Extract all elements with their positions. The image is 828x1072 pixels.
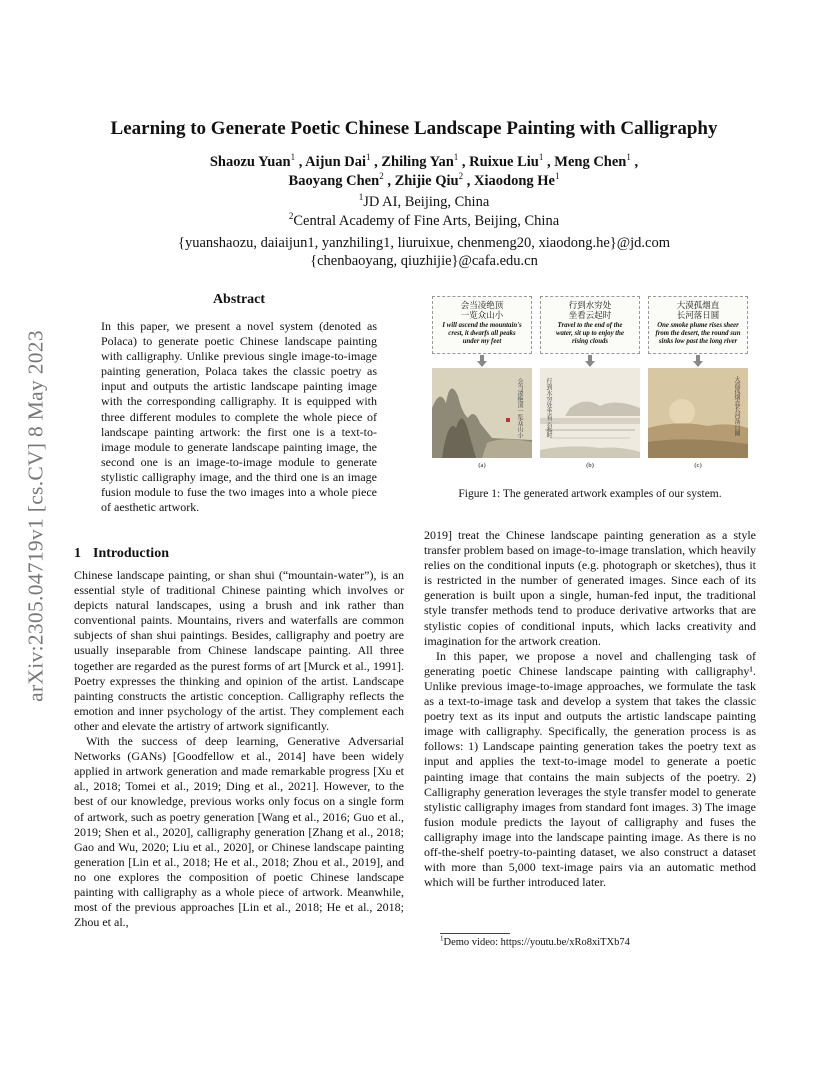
- footnote-rule: [440, 933, 510, 934]
- paper-title: Learning to Generate Poetic Chinese Landscape Painting with Calligraphy: [110, 118, 718, 139]
- author-affiliation-mark: 1: [538, 152, 544, 163]
- arxiv-identifier: arXiv:2305.04719v1 [cs.CV] 8 May 2023: [23, 330, 48, 702]
- landscape-painting-desert-sun: [648, 368, 748, 458]
- author-affiliation-mark: 2: [379, 171, 384, 182]
- poem-english: One smoke plume rises sheer from the desert, the round sun sinks low past the long river: [655, 322, 741, 345]
- figure-caption: Figure 1: The generated artwork examples of our system.: [458, 488, 722, 500]
- author-affiliation-mark: 2: [458, 171, 464, 182]
- abstract-heading: Abstract: [212, 292, 266, 307]
- affiliation-1: $^1$JD AI, Beijing, China: [358, 192, 490, 210]
- email-line-1: {yuanshaozu, daiaijun1, yanzhiling1, liuruixue, chenmeng20, xiaodong.he}@jd.com: [178, 235, 670, 251]
- figure-panel-b: [540, 296, 640, 476]
- landscape-painting-mountains: [432, 368, 532, 458]
- author-list: [100, 153, 748, 191]
- abstract-text: In this paper, we present a novel system (denoted as Polaca) to generate poetic Chinese landscape painting with calligraphy. Unlike previous single image-to-image painting generation, Polaca takes the classic poetry as input and outputs the artistic landscape painting image with the corresponding calligraphy. It is equipped with three different modules to complete the whole piece of landscape painting artwork: the first one is a text-to-image module to generate landscape painting image, the second one is an image-to-image module to generate stylistic calligraphy image, and the third one is an image fusion module to fuse the two images into a whole piece of aesthetic artwork.: [101, 319, 377, 515]
- figure-panel-a: [432, 296, 532, 476]
- author-name: Xiaodong He: [474, 173, 555, 189]
- author-name: Ruixue Liu: [469, 154, 539, 170]
- author-line-2: Baoyang Chen$^2$ , Zhijie Qiu$^2$ , Xiaodong He$^1$: [288, 171, 560, 189]
- down-arrow-icon: [585, 355, 595, 367]
- figure-1: [432, 296, 758, 476]
- author-name: Aijun Dai: [305, 154, 367, 170]
- poem-english: Travel to the end of the water, sit up to enjoy the rising clouds: [556, 322, 624, 345]
- author-name: Zhiling Yan: [381, 154, 454, 170]
- author-affiliation-mark: 1: [453, 152, 459, 163]
- down-arrow-icon: [693, 355, 703, 367]
- author-name: Baoyang Chen: [288, 173, 380, 189]
- author-affiliation-mark: 1: [290, 152, 296, 163]
- poem-chinese: 会当凌绝顶 一览众山小: [460, 300, 504, 320]
- calligraphy-inscription: 大漠孤烟直长河落日圆: [733, 376, 739, 436]
- panel-label: (c): [694, 462, 702, 469]
- email-line-2: {chenbaoyang, qiuzhijie}@cafa.edu.cn: [310, 253, 538, 269]
- calligraphy-inscription: 会当凌绝顶一览众山小: [516, 378, 522, 438]
- footnote: $^1$Demo video: https://youtu.be/xRo8xiTXb74: [440, 934, 630, 948]
- author-affiliation-mark: 1: [366, 152, 371, 163]
- section-heading-introduction: 1 Introduction: [74, 546, 169, 561]
- author-affiliation-mark: 1: [626, 152, 631, 163]
- poem-chinese: 大漠孤烟直 长河落日圆: [676, 300, 720, 320]
- left-column-body: [74, 568, 404, 930]
- paragraph: With the success of deep learning, Generative Adversarial Networks (GANs) [Goodfellow et al., 2014] have been widely applied in artwork generation and made remarkable progress [Xu et al., 2018; Tomei et al., 2019; Ding et al., 2021]. However, to the best of our knowledge, previous works only focus on a single form of artwork, such as poetry generation [Wang et al., 2016; Guo et al., 2019; Shen et al., 2020], calligraphy generation [Zhang et al., 2018; Gao and Wu, 2020; Liu et al., 2020], or Chinese landscape painting generation [Lin et al., 2018; He et al., 2018; Zhou et al., 2019], and no one explores the composition of poetic Chinese landscape painting with calligraphy as a whole piece of artwork. Meanwhile, most of the previous approaches [Lin et al., 2018; He et al., 2018; Zhou et al.,: [74, 734, 404, 930]
- poem-box: [432, 296, 532, 354]
- paragraph: Chinese landscape painting, or shan shui (“mountain-water”), is an essential style of traditional Chinese painting which involves or depicts natural landscapes, using a brush and ink rather than conventional paints. Mountains, rivers and waterfalls are common subjects of shan shui paintings. Besides, calligraphy and poetry are usually inseparable from Chinese landscape painting. All three together are regarded as the purest forms of art [Murck et al., 1991]. Poetry expresses the thinking and opinion of the artist. Landscape painting constructs the artistic conception. Calligraphy reflects the emotion and inner psychology of the artist. They complement each other and elevate the artistry of artwork significantly.: [74, 568, 404, 733]
- poem-english: I will ascend the mountain's crest, it dwarfs all peaks under my feet: [442, 322, 522, 345]
- poem-chinese: 行到水穷处 坐看云起时: [568, 300, 612, 320]
- panel-label: (a): [478, 462, 486, 469]
- figure-panel-c: [648, 296, 748, 476]
- down-arrow-icon: [477, 355, 487, 367]
- poem-box: [648, 296, 748, 354]
- right-column-body: [424, 528, 756, 890]
- author-line-1: Shaozu Yuan$^1$ , Aijun Dai$^1$ , Zhiling Yan$^1$ , Ruixue Liu$^1$ , Meng Chen$^1$ ,: [209, 152, 639, 170]
- author-name: Zhijie Qiu: [394, 173, 459, 189]
- author-affiliation-mark: 1: [554, 171, 560, 182]
- panel-label: (b): [586, 462, 594, 469]
- landscape-painting-water: [540, 368, 640, 458]
- author-name: Meng Chen: [554, 154, 627, 170]
- poem-box: [540, 296, 640, 354]
- paragraph: 2019] treat the Chinese landscape painting generation as a style transfer problem based on image-to-image translation, which heavily relies on the conditional inputs (e.g. photograph or sketches), thus it is restricted in the number of generated images. Since each of its generation is built upon a single, human-fed input, the traditional style transfer methods tend to produce derivative artworks that are stylistic copies of conditional inputs, which lacks creativity and imagination for the artwork creation.: [424, 528, 756, 648]
- paragraph: In this paper, we propose a novel and challenging task of generating poetic Chinese landscape painting with calligraphy¹. Unlike previous image-to-image approaches, we formulate the task as a text-to-image task and develop a system that takes the classic poetry text as its input and outputs the artistic landscape painting image with calligraphy. Specifically, the generation process is as follows: 1) Landscape painting generation takes the poetry text as input and applies the text-to-image model to generate a poetic painting image that contains the main subjects of the poetry. 2) Calligraphy generation leverages the style transfer model to generate stylistic calligraphy images from standard font images. 3) The image fusion module predicts the layout of calligraphy and fuses the calligraphy image into the landscape painting image. As there is no off-the-shelf poetry-to-painting dataset, we also construct a dataset with more than 5,000 text-image pairs via an automatic method which will be further introduced later.: [424, 648, 756, 890]
- calligraphy-inscription: 行到水穷处坐看云起时: [545, 378, 551, 438]
- affiliation-2: $^2$Central Academy of Fine Arts, Beijing, China: [288, 211, 560, 229]
- author-name: Shaozu Yuan: [209, 154, 291, 170]
